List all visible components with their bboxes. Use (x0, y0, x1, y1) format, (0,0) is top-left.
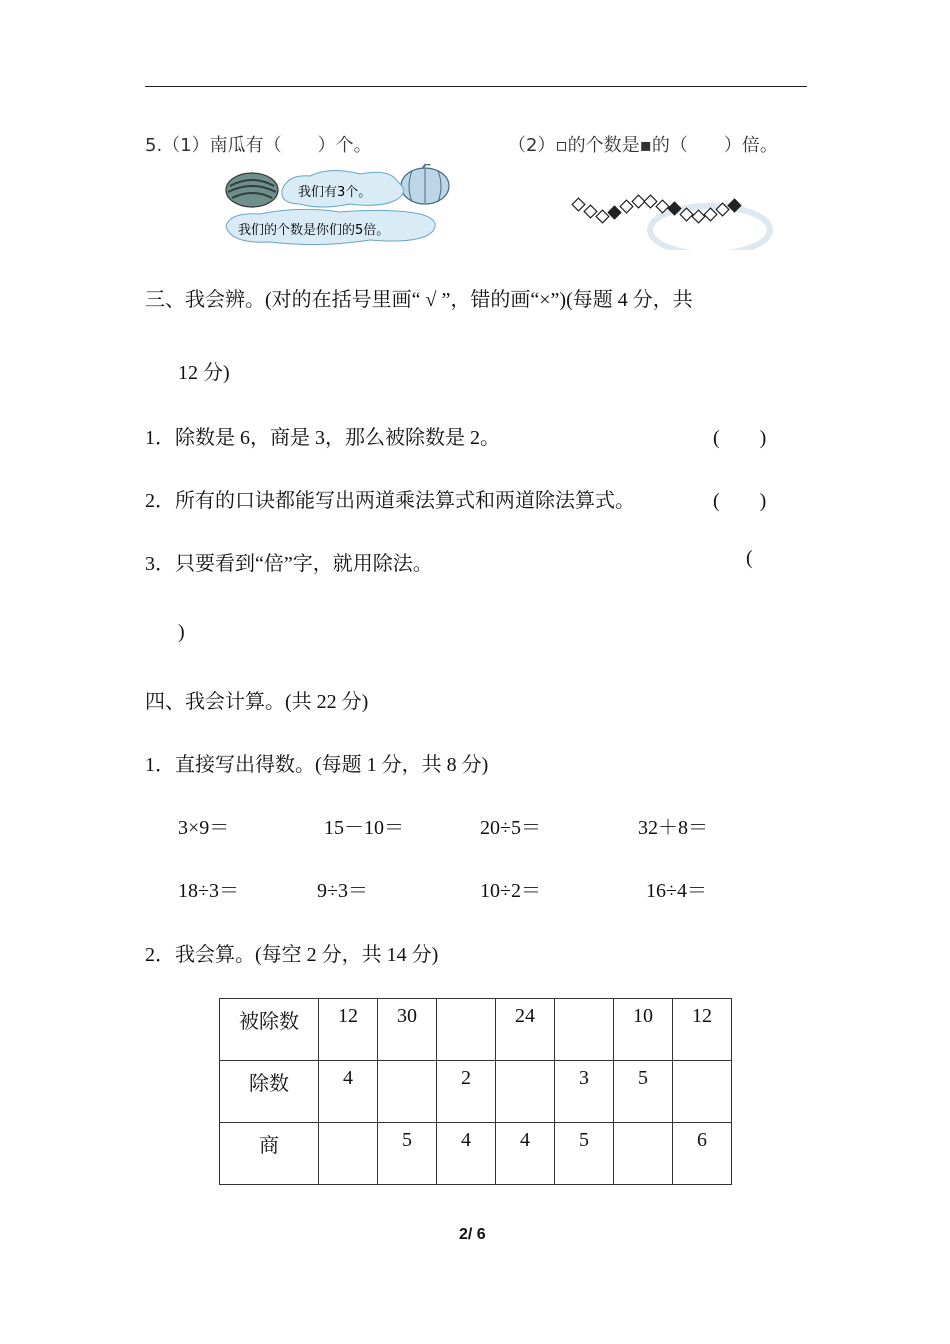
watermelon-icon (226, 173, 278, 207)
judge-item-1: 1．除数是 6，商是 3，那么被除数是 2。 (145, 427, 500, 449)
hollow-square-icon (644, 195, 657, 208)
table-cell: 5 (555, 1123, 614, 1185)
hollow-square-icon (692, 210, 705, 223)
calc-expression[interactable]: 20÷5＝ (480, 817, 541, 839)
section4-sub2: 2．我会算。(每空 2 分，共 14 分) (145, 944, 439, 966)
watermelon-pumpkin-illustration (220, 164, 456, 252)
table-cell: 4 (496, 1123, 555, 1185)
table-row (220, 1061, 732, 1123)
q5-part1: 5.（1）南瓜有（ ）个。 (145, 135, 372, 156)
hollow-square-icon (584, 205, 597, 218)
table-cell: 5 (614, 1061, 673, 1123)
table-cell: 4 (437, 1123, 496, 1185)
table-cell: 5 (378, 1123, 437, 1185)
table-cell[interactable] (437, 999, 496, 1061)
judge-item-2: 2．所有的口诀都能写出两道乘法算式和两道除法算式。 (145, 490, 635, 512)
hollow-square-icon (596, 210, 609, 223)
filled-square-icon (608, 206, 621, 219)
bubble-text-2: 我们的个数是你们的5倍。 (238, 223, 390, 238)
square-chain-illustration (570, 180, 780, 250)
table-cell[interactable] (673, 1061, 732, 1123)
calc-expression[interactable]: 9÷3＝ (317, 880, 368, 902)
table-cell[interactable] (614, 1123, 673, 1185)
table-cell: 被除数 (220, 999, 319, 1061)
section4-title: 四、我会计算。(共 22 分) (145, 691, 369, 713)
judge-item-3: 3．只要看到“倍”字，就用除法。 (145, 553, 433, 575)
table-cell: 24 (496, 999, 555, 1061)
table-cell: 商 (220, 1123, 319, 1185)
judge-answer-3-close: ) (178, 621, 185, 643)
calc-expression[interactable]: 18÷3＝ (178, 880, 239, 902)
table-cell: 10 (614, 999, 673, 1061)
table-cell[interactable] (555, 999, 614, 1061)
hollow-square-icon (704, 208, 717, 221)
table-cell[interactable] (319, 1123, 378, 1185)
table-cell[interactable] (378, 1061, 437, 1123)
calc-expression[interactable]: 3×9＝ (178, 817, 230, 839)
hollow-square-icon (632, 195, 645, 208)
table-cell[interactable] (496, 1061, 555, 1123)
judge-answer-3-open[interactable]: ( (746, 547, 753, 569)
table-cell: 12 (673, 999, 732, 1061)
division-table (219, 998, 732, 1185)
section4-sub1: 1．直接写出得数。(每题 1 分，共 8 分) (145, 754, 489, 776)
table-cell: 6 (673, 1123, 732, 1185)
calc-expression[interactable]: 10÷2＝ (480, 880, 541, 902)
table-cell: 4 (319, 1061, 378, 1123)
q5-part2: （2）▫的个数是▪的（ ）倍。 (508, 135, 778, 156)
section3-title-cont: 12 分) (178, 362, 230, 384)
judge-answer-2[interactable]: ( ) (713, 490, 767, 512)
header-rule (145, 86, 807, 87)
hollow-square-icon (620, 200, 633, 213)
pumpkin-icon (401, 164, 449, 204)
table-cell: 2 (437, 1061, 496, 1123)
table-cell: 12 (319, 999, 378, 1061)
calc-expression[interactable]: 15－10＝ (324, 817, 404, 839)
calc-expression[interactable]: 16÷4＝ (646, 880, 707, 902)
table-cell: 除数 (220, 1061, 319, 1123)
table-row (220, 999, 732, 1061)
table-row (220, 1123, 732, 1185)
table-cell: 30 (378, 999, 437, 1061)
hollow-square-icon (572, 198, 585, 211)
section3-title: 三、我会辨。(对的在括号里画“ √ ”，错的画“×”)(每题 4 分，共 (145, 289, 693, 311)
calc-expression[interactable]: 32＋8＝ (638, 817, 708, 839)
judge-answer-1[interactable]: ( ) (713, 427, 767, 449)
bubble-text-1: 我们有3个。 (298, 185, 372, 200)
table-cell: 3 (555, 1061, 614, 1123)
page-number: 2/ 6 (459, 1226, 486, 1243)
